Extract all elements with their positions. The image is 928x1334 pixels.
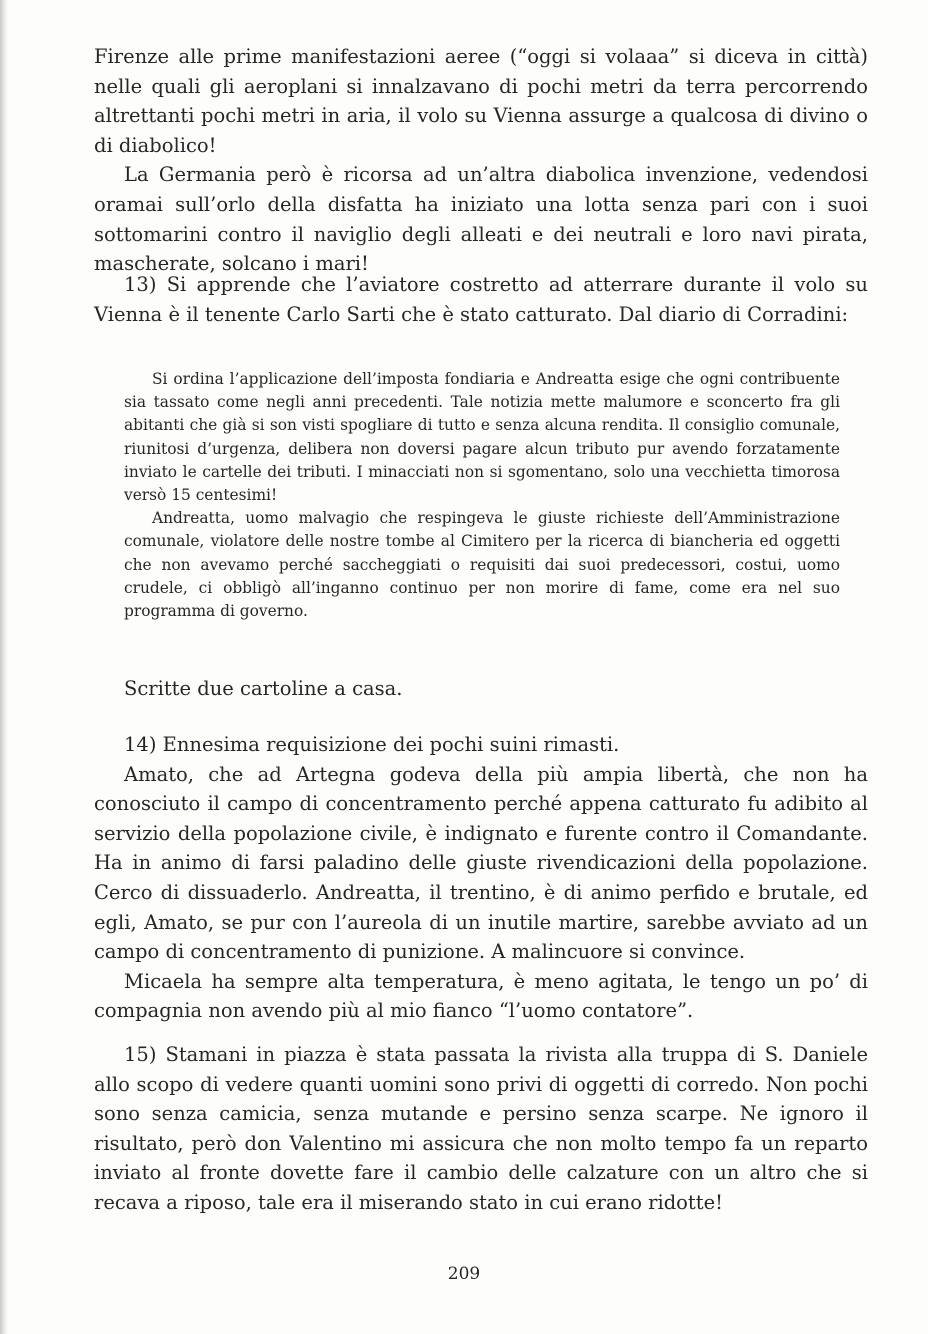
- page-number: 209: [447, 1264, 481, 1284]
- paragraph-germania: La Germania però è ricorsa ad un’altra diabolica invenzione, vedendosi oramai sull’orlo della disfatta ha iniziato una lotta senza pari con i suoi sottomarini contro il naviglio degli alleati e dei neutrali e loro navi pirata, mascherate, solcano i mari!: [94, 163, 868, 276]
- paragraph-entry-14-heading: 14) Ennesima requisizione dei pochi suini rimasti.: [124, 733, 620, 756]
- entry-14: [94, 730, 868, 1026]
- quote-paragraph-andreatta: Andreatta, uomo malvagio che respingeva le giuste richieste dell’Amministrazione comunale, violatore delle nostre tombe al Cimitero per la ricerca di biancheria ed oggetti che non avevamo perché saccheggiati o requisiti dai suoi predecessori, costui, uomo crudele, ci obbligò all’inganno continuo per non morire di fame, come era nel suo programma di governo.: [124, 509, 840, 621]
- paragraph-amato: Amato, che ad Artegna godeva della più ampia libertà, che non ha conosciuto il campo di concentramento perché appena catturato fu adibito al servizio della popolazione civile, è indignato e furente contro il Comandante. Ha in animo di farsi paladino delle giuste rivendicazioni della popolazione. Cerco di dissuaderlo. Andreatta, il trentino, è di animo perfido e brutale, ed egli, Amato, se pur con l’aureola di un inutile martire, sarebbe avviato ad un campo di concentramento di punizione. A malincuore si convince.: [94, 762, 868, 964]
- paragraph-micaela: Micaela ha sempre alta temperatura, è meno agitata, le tengo un po’ di compagnia non avendo più al mio fianco “l’uomo contatore”.: [94, 969, 868, 1023]
- entry-13: [94, 270, 868, 329]
- cards-section: [94, 674, 868, 704]
- top-section: [94, 42, 868, 279]
- paragraph-continuation: Firenze alle prime manifestazioni aeree (“oggi si volaaa” si diceva in città) nelle quali gli aeroplani si innalzavano di pochi metri da terra percorrendo altrettanti pochi metri in aria, il volo su Vienna assurge a qualcosa di divino o di diabolico!: [94, 45, 868, 157]
- scan-shadow-edge: [0, 0, 8, 1334]
- diary-quote: [124, 368, 840, 623]
- paragraph-entry-13: 13) Si apprende che l’aviatore costretto ad atterrare durante il volo su Vienna è il tenente Carlo Sarti che è stato catturato. Dal diario di Corradini:: [94, 273, 868, 326]
- quote-paragraph-tax: Si ordina l’applicazione dell’imposta fondiaria e Andreatta esige che ogni contribuente sia tassato come negli anni precedenti. Tale notizia mette malumore e sconcerto fra gli abitanti che già si son visti spogliare di tutto e senza alcuna rendita. Il consiglio comunale, riunitosi d’urgenza, delibera non doversi pagare alcun tributo pur avendo forzatamente inviato le cartelle dei tributi. I minacciati non si sgomentano, solo una vecchietta timorosa versò 15 centesimi!: [124, 370, 840, 505]
- paragraph-cards: Scritte due cartoline a casa.: [124, 677, 403, 700]
- entry-15: [94, 1040, 868, 1218]
- paragraph-entry-15: 15) Stamani in piazza è stata passata la rivista alla truppa di S. Daniele allo scopo di vedere quanti uomini sono privi di oggetti di corredo. Non pochi sono senza camicia, senza mutande e persino senza scarpe. Ne ignoro il risultato, però don Valentino mi assicura che non molto tempo fa un reparto inviato al fronte dovette fare il cambio delle calzature con un altro che si recava a riposo, tale era il miserando stato in cui erano ridotte!: [94, 1043, 868, 1214]
